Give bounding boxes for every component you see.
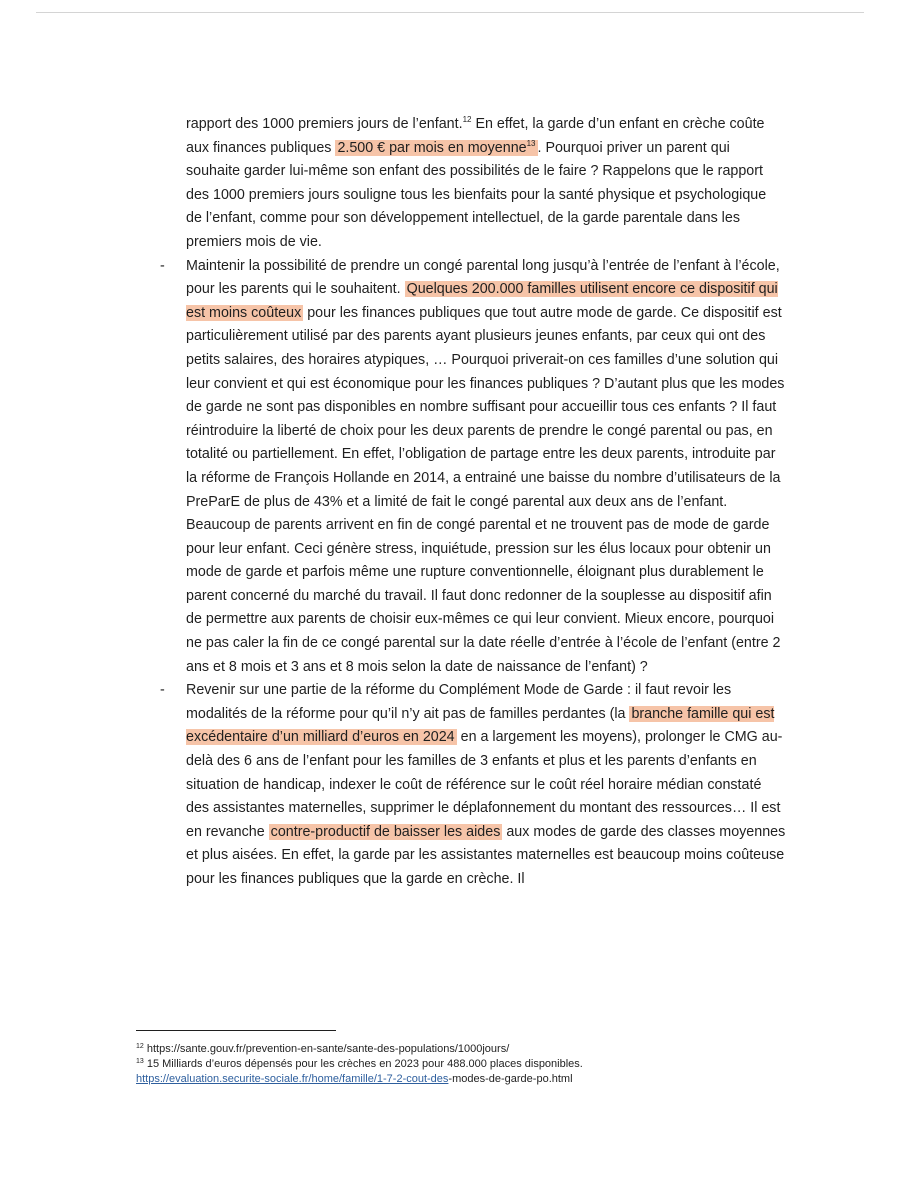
bullet-1-text-2: pour les finances publiques que tout autre mode de garde. Ce dispositif est particulièrement utilisé par des parents ayant plusieurs jeunes enfants, par ceux qui ont des petits salaires, des horaires atypiques, … Pourquoi priverait-on ces familles d’une solution qui leur convient et qui est économique pour les finances publiques ? D’autant plus que les modes de garde ne sont pas disponibles en nombre suffisant pour accueillir tous ces enfants ? Il faut réintroduire la liberté de choix pour les deux parents de prendre le congé parental ou pas, en totalité ou partiellement. En effet, l’obligation de partage entre les deux parents, introduite par la réforme de François Hollande en 2014, a entrainé une baisse du nombre d’utilisateurs de la PreParE de plus de 43% et a limité de fait le congé parental aux deux ans de l’enfant. Beaucoup de parents arrivent en fin de congé parental et ne trouvent pas de mode de garde pour leur enfant. Ceci génère stress, inquiétude, pression sur les élus locaux pour obtenir un mode de garde et parfois même une rupture conventionnelle, éloignant plus durablement le parent concerné du marché du travail. Il faut donc redonner de la souplesse au dispositif afin de permettre aux parents de choisir eux-mêmes ce qui leur convient. Mieux encore, pourquoi ne pas caler la fin de ce congé parental sur la date réelle d’entrée à l’école de l’enfant (entre 2 ans et 8 mois et 3 ans et 8 mois selon la date de naissance de l’enfant) ? bbox=[186, 304, 785, 675]
footnote-ref-13[interactable]: 13 bbox=[526, 138, 536, 148]
bullet-2-text-2: en a largement les moyens), prolonger le CMG au-delà des 6 ans de l’enfant pour les familles de 3 enfants et plus et les parents d’enfants en situation de handicap, indexer le coût de référence sur le coût réel horaire médian constaté des assistantes maternelles, supprimer le déplafonnement du montant des ressources… Il est en revanche bbox=[186, 729, 783, 840]
highlight-branche-famille: branche famille qui est excédentaire d’un milliard d’euros en 2024 bbox=[186, 705, 775, 746]
bullet-2-text-1: Revenir sur une partie de la réforme du Complément Mode de Garde : il faut revoir les modalités de la réforme pour qu’il n’y ait pas de familles perdantes (la bbox=[186, 682, 732, 722]
highlight-contre-productif: contre-productif de baisser les aides bbox=[270, 823, 501, 840]
bullet-2-text-3: aux modes de garde des classes moyennes et plus aisées. En effet, la garde par les assistantes maternelles est beaucoup moins coûteuse pour les finances publiques que la garde en crèche. Il bbox=[186, 823, 786, 887]
intro-text-1: rapport des 1000 premiers jours de l’enfant. bbox=[186, 116, 463, 132]
bullet-1-text-1: Maintenir la possibilité de prendre un congé parental long jusqu’à l’entrée de l’enfant à l’école, pour les parents qui le souhaitent. bbox=[186, 257, 780, 298]
bullet-item-conge-parental bbox=[160, 255, 786, 680]
footnotes bbox=[136, 1042, 816, 1087]
footnote-13 bbox=[136, 1057, 816, 1072]
footnote-12 bbox=[136, 1042, 816, 1057]
footnote-13-link[interactable]: https://evaluation.securite-sociale.fr/home/famille/1-7-2-cout-des bbox=[136, 1073, 449, 1085]
document-body bbox=[160, 113, 786, 892]
footnote-number: 12 bbox=[136, 1043, 144, 1050]
footnote-13-url-line bbox=[136, 1072, 816, 1087]
bullet-dash: - bbox=[160, 257, 165, 274]
highlight-200000-familles: Quelques 200.000 familles utilisent encore ce dispositif qui est moins coûteux bbox=[186, 281, 778, 321]
highlight-cost-text: 2.500 € par mois en moyenne bbox=[337, 139, 527, 156]
footnote-13-link-tail: -modes-de-garde-po.html bbox=[448, 1073, 573, 1085]
paragraph-intro bbox=[186, 113, 786, 255]
bullet-item-cmg bbox=[160, 679, 786, 891]
intro-text-3: . Pourquoi priver un parent qui souhaite garder lui-même son enfant des possibilités de le faire ? Rappelons que le rapport des 1000 premiers jours souligne tous les bienfaits pour la santé physique et psychologique de l’enfant, comme pour son développement intellectuel, de la garde parentale dans les premiers mois de vie. bbox=[186, 139, 767, 250]
page-top-rule bbox=[36, 12, 864, 13]
footnote-ref-12[interactable]: 12 bbox=[462, 115, 472, 124]
intro-text-2: En effet, la garde d’un enfant en crèche coûte aux finances publiques bbox=[186, 116, 765, 156]
footnote-12-text: https://sante.gouv.fr/prevention-en-sante/sante-des-populations/1000jours/ bbox=[143, 1043, 510, 1055]
bullet-dash: - bbox=[160, 682, 165, 699]
footnote-separator bbox=[136, 1030, 336, 1031]
footnote-number: 13 bbox=[136, 1058, 144, 1065]
footnote-13-text: 15 Milliards d’euros dépensés pour les crèches en 2023 pour 488.000 places disponibles. bbox=[143, 1058, 583, 1070]
highlight-cost-per-month bbox=[335, 140, 537, 156]
